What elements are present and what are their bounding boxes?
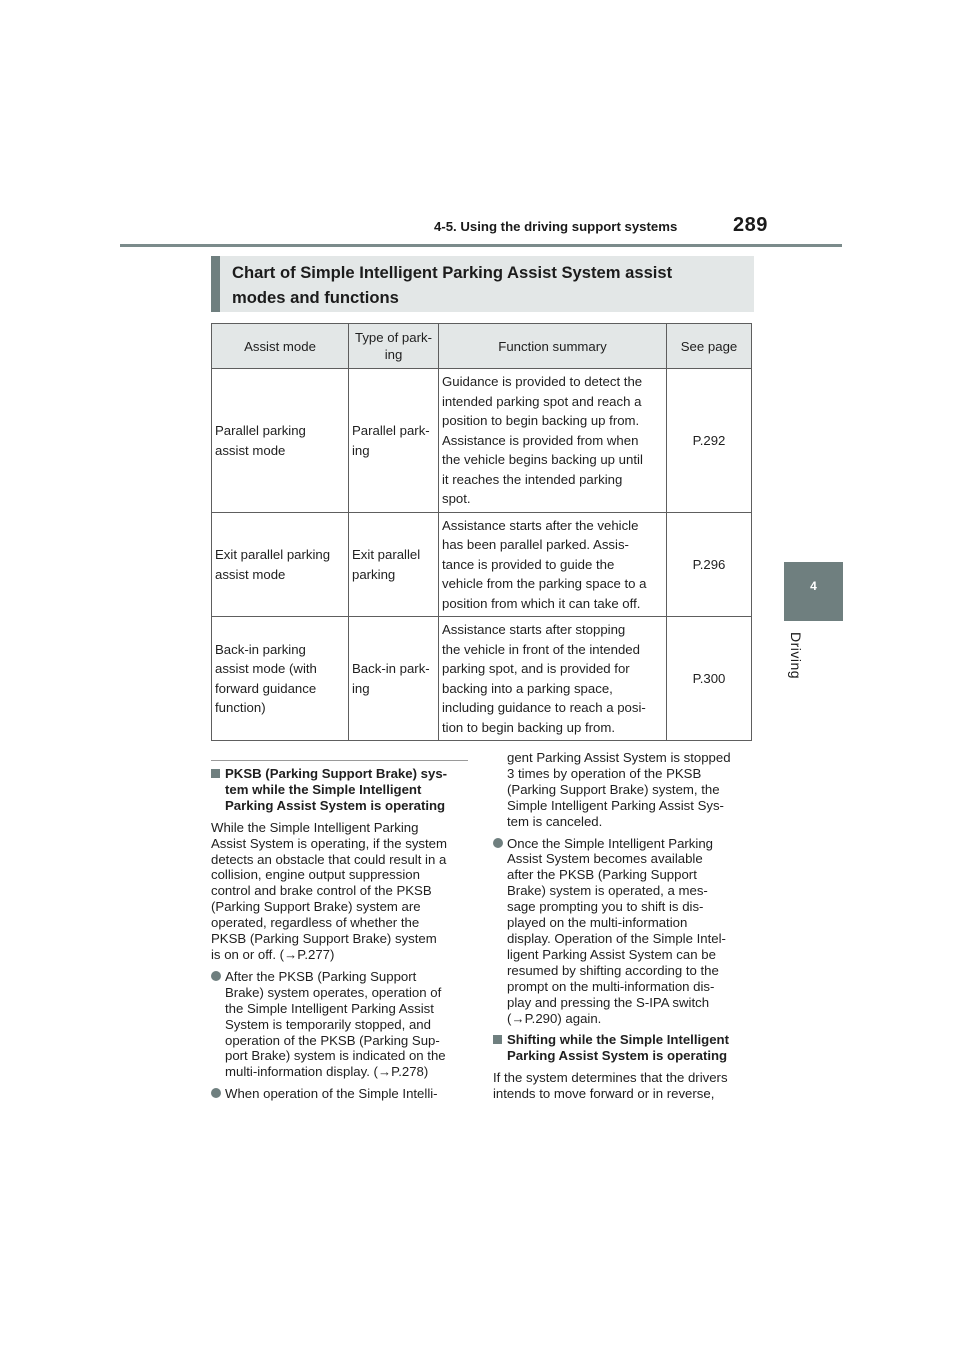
cell-line: Parallel park- (352, 423, 430, 438)
cell-type (349, 513, 439, 617)
text-line: operated, regardless of whether the (211, 915, 420, 931)
text-line: intends to move forward or in reverse, (493, 1086, 715, 1102)
bullet-continuation (493, 750, 750, 830)
text-line: After the PKSB (Parking Support (225, 968, 417, 984)
bullet-dot-icon (211, 1088, 221, 1098)
cell-line: Guidance is provided to detect the (442, 374, 643, 390)
cell-line: Exit parallel (352, 547, 421, 562)
cell-line: Back-in park- (352, 661, 430, 676)
bullet-item (211, 969, 468, 1080)
cell-see-page: P.300 (667, 617, 752, 741)
text-line: is on or off. (→P.277) (211, 946, 335, 962)
text-line: Shifting while the Simple Intelligent (507, 1032, 729, 1048)
text-line: PKSB (Parking Support Brake) sys- (225, 766, 448, 781)
text-line: Simple Intelligent Parking Assist Sys- (507, 797, 724, 813)
pksb-subhead (211, 766, 468, 814)
cell-line: assist mode (with (215, 661, 317, 676)
cell-line: parking (352, 566, 396, 582)
text-line: gent Parking Assist System is stopped (507, 750, 731, 765)
cell-line: the vehicle in front of the intended (442, 641, 640, 657)
cell-line: Parallel parking (215, 423, 306, 438)
cell-line: vehicle from the parking space to a (442, 576, 647, 592)
cell-see-page: P.296 (667, 513, 752, 617)
chart-heading-line: modes and functions (232, 288, 399, 307)
table-row (212, 369, 752, 513)
text-line: the Simple Intelligent Parking Assist (225, 1000, 434, 1016)
table-header-row (212, 324, 752, 369)
text-line: port Brake) system is indicated on the (225, 1048, 446, 1064)
cell-line: assist mode (215, 566, 286, 582)
bullet-dot-icon (211, 971, 221, 981)
bullet-item (211, 1086, 468, 1102)
cell-line: Back-in parking (215, 641, 306, 657)
bullet-text (225, 969, 446, 1080)
text-line: multi-information display. (→P.278) (225, 1064, 429, 1080)
cell-line: the vehicle begins backing up until (442, 452, 643, 468)
subhead-text (507, 1032, 729, 1064)
cell-line: tance is provided to guide the (442, 556, 615, 572)
text-line: detects an obstacle that could result in a (211, 851, 447, 867)
text-line: control and brake control of the PKSB (211, 883, 432, 899)
cell-summary (439, 617, 667, 741)
text-line: Brake) system operates, operation of (225, 984, 442, 1000)
text-line: Once the Simple Intelligent Parking (507, 835, 713, 851)
column-header-see-page: See page (667, 324, 752, 369)
column-header-type-of-parking (349, 324, 439, 369)
cell-line: spot. (442, 491, 471, 507)
chapter-tab: 4 (784, 562, 843, 621)
text-line: played on the multi-information (507, 915, 688, 931)
page-number: 289 (733, 214, 768, 236)
cell-line: parking spot, and is provided for (442, 661, 630, 676)
cell-line: position from which it can take off. (442, 595, 641, 611)
subhead-text (225, 766, 447, 814)
text-line: When operation of the Simple Intelli- (225, 1086, 438, 1102)
chapter-label: Driving (788, 632, 804, 680)
text-line: tem while the Simple Intelligent (225, 781, 422, 797)
chart-heading-line: Chart of Simple Intelligent Parking Assist System assist (232, 263, 673, 282)
text-line: sage prompting you to shift is dis- (507, 899, 704, 915)
text-line: play and pressing the S-IPA switch (507, 994, 710, 1010)
cell-line: has been parallel parked. Assis- (442, 537, 629, 553)
column-header-function-summary: Function summary (439, 324, 667, 369)
cell-line: Assistance starts after stopping (442, 622, 626, 637)
text-line: System is temporarily stopped, and (225, 1016, 431, 1032)
cell-line: forward guidance (215, 680, 317, 696)
text-line: Parking Assist System is operating (507, 1048, 728, 1064)
cell-summary (439, 513, 667, 617)
shifting-paragraph (493, 1070, 750, 1102)
cell-line: ing (352, 442, 370, 458)
text-line: While the Simple Intelligent Parking (211, 819, 419, 835)
bullet-text (507, 836, 726, 1027)
header-line: Type of park- (355, 330, 432, 345)
text-line: (→P.290) again. (507, 1010, 602, 1026)
section-divider (211, 760, 468, 761)
text-line: operation of the PKSB (Parking Sup- (225, 1032, 440, 1048)
text-line: display. Operation of the Simple Intel- (507, 930, 726, 946)
cell-line: tion to begin backing up from. (442, 719, 616, 735)
text-line: PKSB (Parking Support Brake) system (211, 931, 437, 947)
bullet-text (225, 1086, 438, 1102)
square-bullet-icon (493, 1035, 502, 1044)
cell-line: Assistance is provided from when (442, 432, 639, 448)
header-rule (120, 244, 842, 247)
cell-see-page: P.292 (667, 369, 752, 513)
assist-mode-table (211, 323, 752, 741)
cell-line: it reaches the intended parking (442, 471, 623, 487)
cell-assist-mode (212, 513, 349, 617)
cell-line: intended parking spot and reach a (442, 393, 642, 409)
text-line: after the PKSB (Parking Support (507, 867, 697, 883)
cell-assist-mode (212, 369, 349, 513)
shifting-subhead (493, 1032, 750, 1064)
right-text-column (493, 750, 750, 1108)
cell-line: function) (215, 700, 266, 715)
text-line: resumed by shifting according to the (507, 962, 719, 978)
header-line: ing (384, 347, 403, 362)
text-line: (Parking Support Brake) system are (211, 899, 421, 915)
table-row (212, 617, 752, 741)
bullet-dot-icon (493, 838, 503, 848)
text-line: Parking Assist System is operating (225, 797, 446, 813)
text-line: prompt on the multi-information dis- (507, 978, 715, 994)
text-line: Assist System is operating, if the system (211, 835, 447, 851)
cell-line: backing into a parking space, (442, 680, 613, 696)
chart-heading (211, 256, 754, 312)
pksb-paragraph (211, 820, 468, 963)
cell-line: assist mode (215, 442, 286, 458)
text-line: ligent Parking Assist System can be (507, 946, 716, 962)
cell-line: Exit parallel parking (215, 547, 331, 562)
text-line: 3 times by operation of the PKSB (507, 765, 702, 781)
left-text-column (211, 760, 468, 1108)
cell-line: ing (352, 680, 370, 696)
square-bullet-icon (211, 769, 220, 778)
section-title: 4-5. Using the driving support systems (434, 219, 678, 234)
text-line: (Parking Support Brake) system, the (507, 781, 720, 797)
bullet-item (493, 836, 750, 1027)
text-line: Brake) system is operated, a mes- (507, 883, 708, 899)
table-row (212, 513, 752, 617)
text-line: Assist System becomes available (507, 851, 703, 867)
cell-line: position to begin backing up from. (442, 413, 640, 429)
cell-line: Assistance starts after the vehicle (442, 517, 639, 533)
cell-summary (439, 369, 667, 513)
cell-type (349, 617, 439, 741)
text-line: If the system determines that the drivers (493, 1070, 728, 1086)
cell-line: including guidance to reach a posi- (442, 700, 646, 715)
cell-assist-mode (212, 617, 349, 741)
text-line: tem is canceled. (507, 813, 603, 829)
column-header-assist-mode: Assist mode (212, 324, 349, 369)
cell-type (349, 369, 439, 513)
text-line: collision, engine output suppression (211, 867, 420, 883)
